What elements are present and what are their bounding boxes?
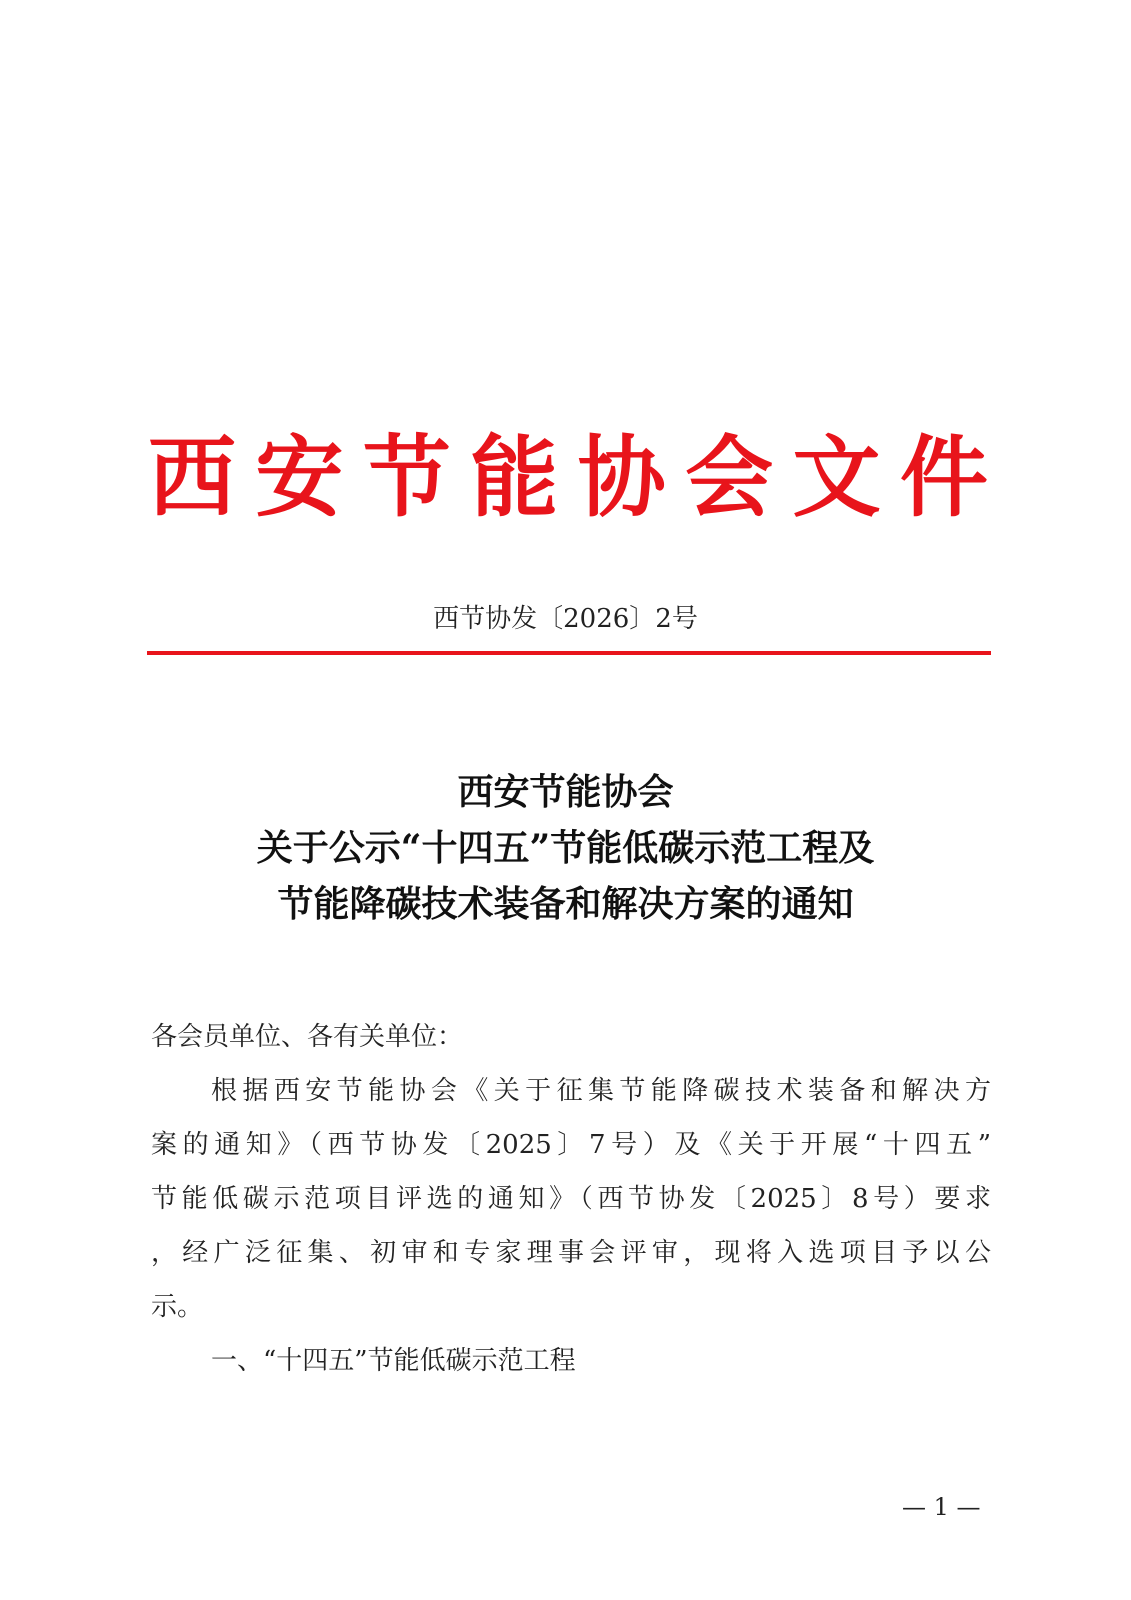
page-number: — 1 — [902, 1493, 981, 1521]
paragraph-line: ，经广泛征集、初审和专家理事会评审，现将入选项目予以公 [151, 1238, 991, 1268]
notice-title-line: 节能降碳技术装备和解决方案的通知 [277, 883, 854, 925]
header-char: 文 [792, 426, 881, 529]
notice-title-line: 关于公示“十四五”节能低碳示范工程及 [256, 827, 875, 869]
red-divider [147, 651, 991, 655]
header-char: 节 [362, 426, 451, 529]
notice-title [0, 764, 1131, 932]
document-body [151, 1010, 991, 1388]
header-char: 会 [685, 426, 774, 529]
document-header-title [148, 418, 988, 538]
paragraph-line: 案的通知》（西节协发〔2025〕7号）及《关于开展“十四五” [151, 1130, 991, 1160]
paragraph-line: 节能低碳示范项目评选的通知》（西节协发〔2025〕8号）要求 [151, 1184, 991, 1214]
salutation: 各会员单位、各有关单位： [151, 1022, 464, 1052]
document-number: 西节协发〔2026〕2号 [433, 604, 698, 634]
paragraph-line: 示。 [151, 1292, 204, 1322]
paragraph-line: 根据西安节能协会《关于征集节能降碳技术装备和解决方 [211, 1076, 991, 1106]
header-char: 件 [899, 426, 988, 529]
notice-title-line: 西安节能协会 [457, 771, 674, 813]
header-char: 能 [470, 426, 559, 529]
header-char: 西 [148, 426, 237, 529]
header-char: 安 [255, 426, 344, 529]
header-char: 协 [577, 426, 666, 529]
section-heading: 一、“十四五”节能低碳示范工程 [211, 1346, 576, 1376]
